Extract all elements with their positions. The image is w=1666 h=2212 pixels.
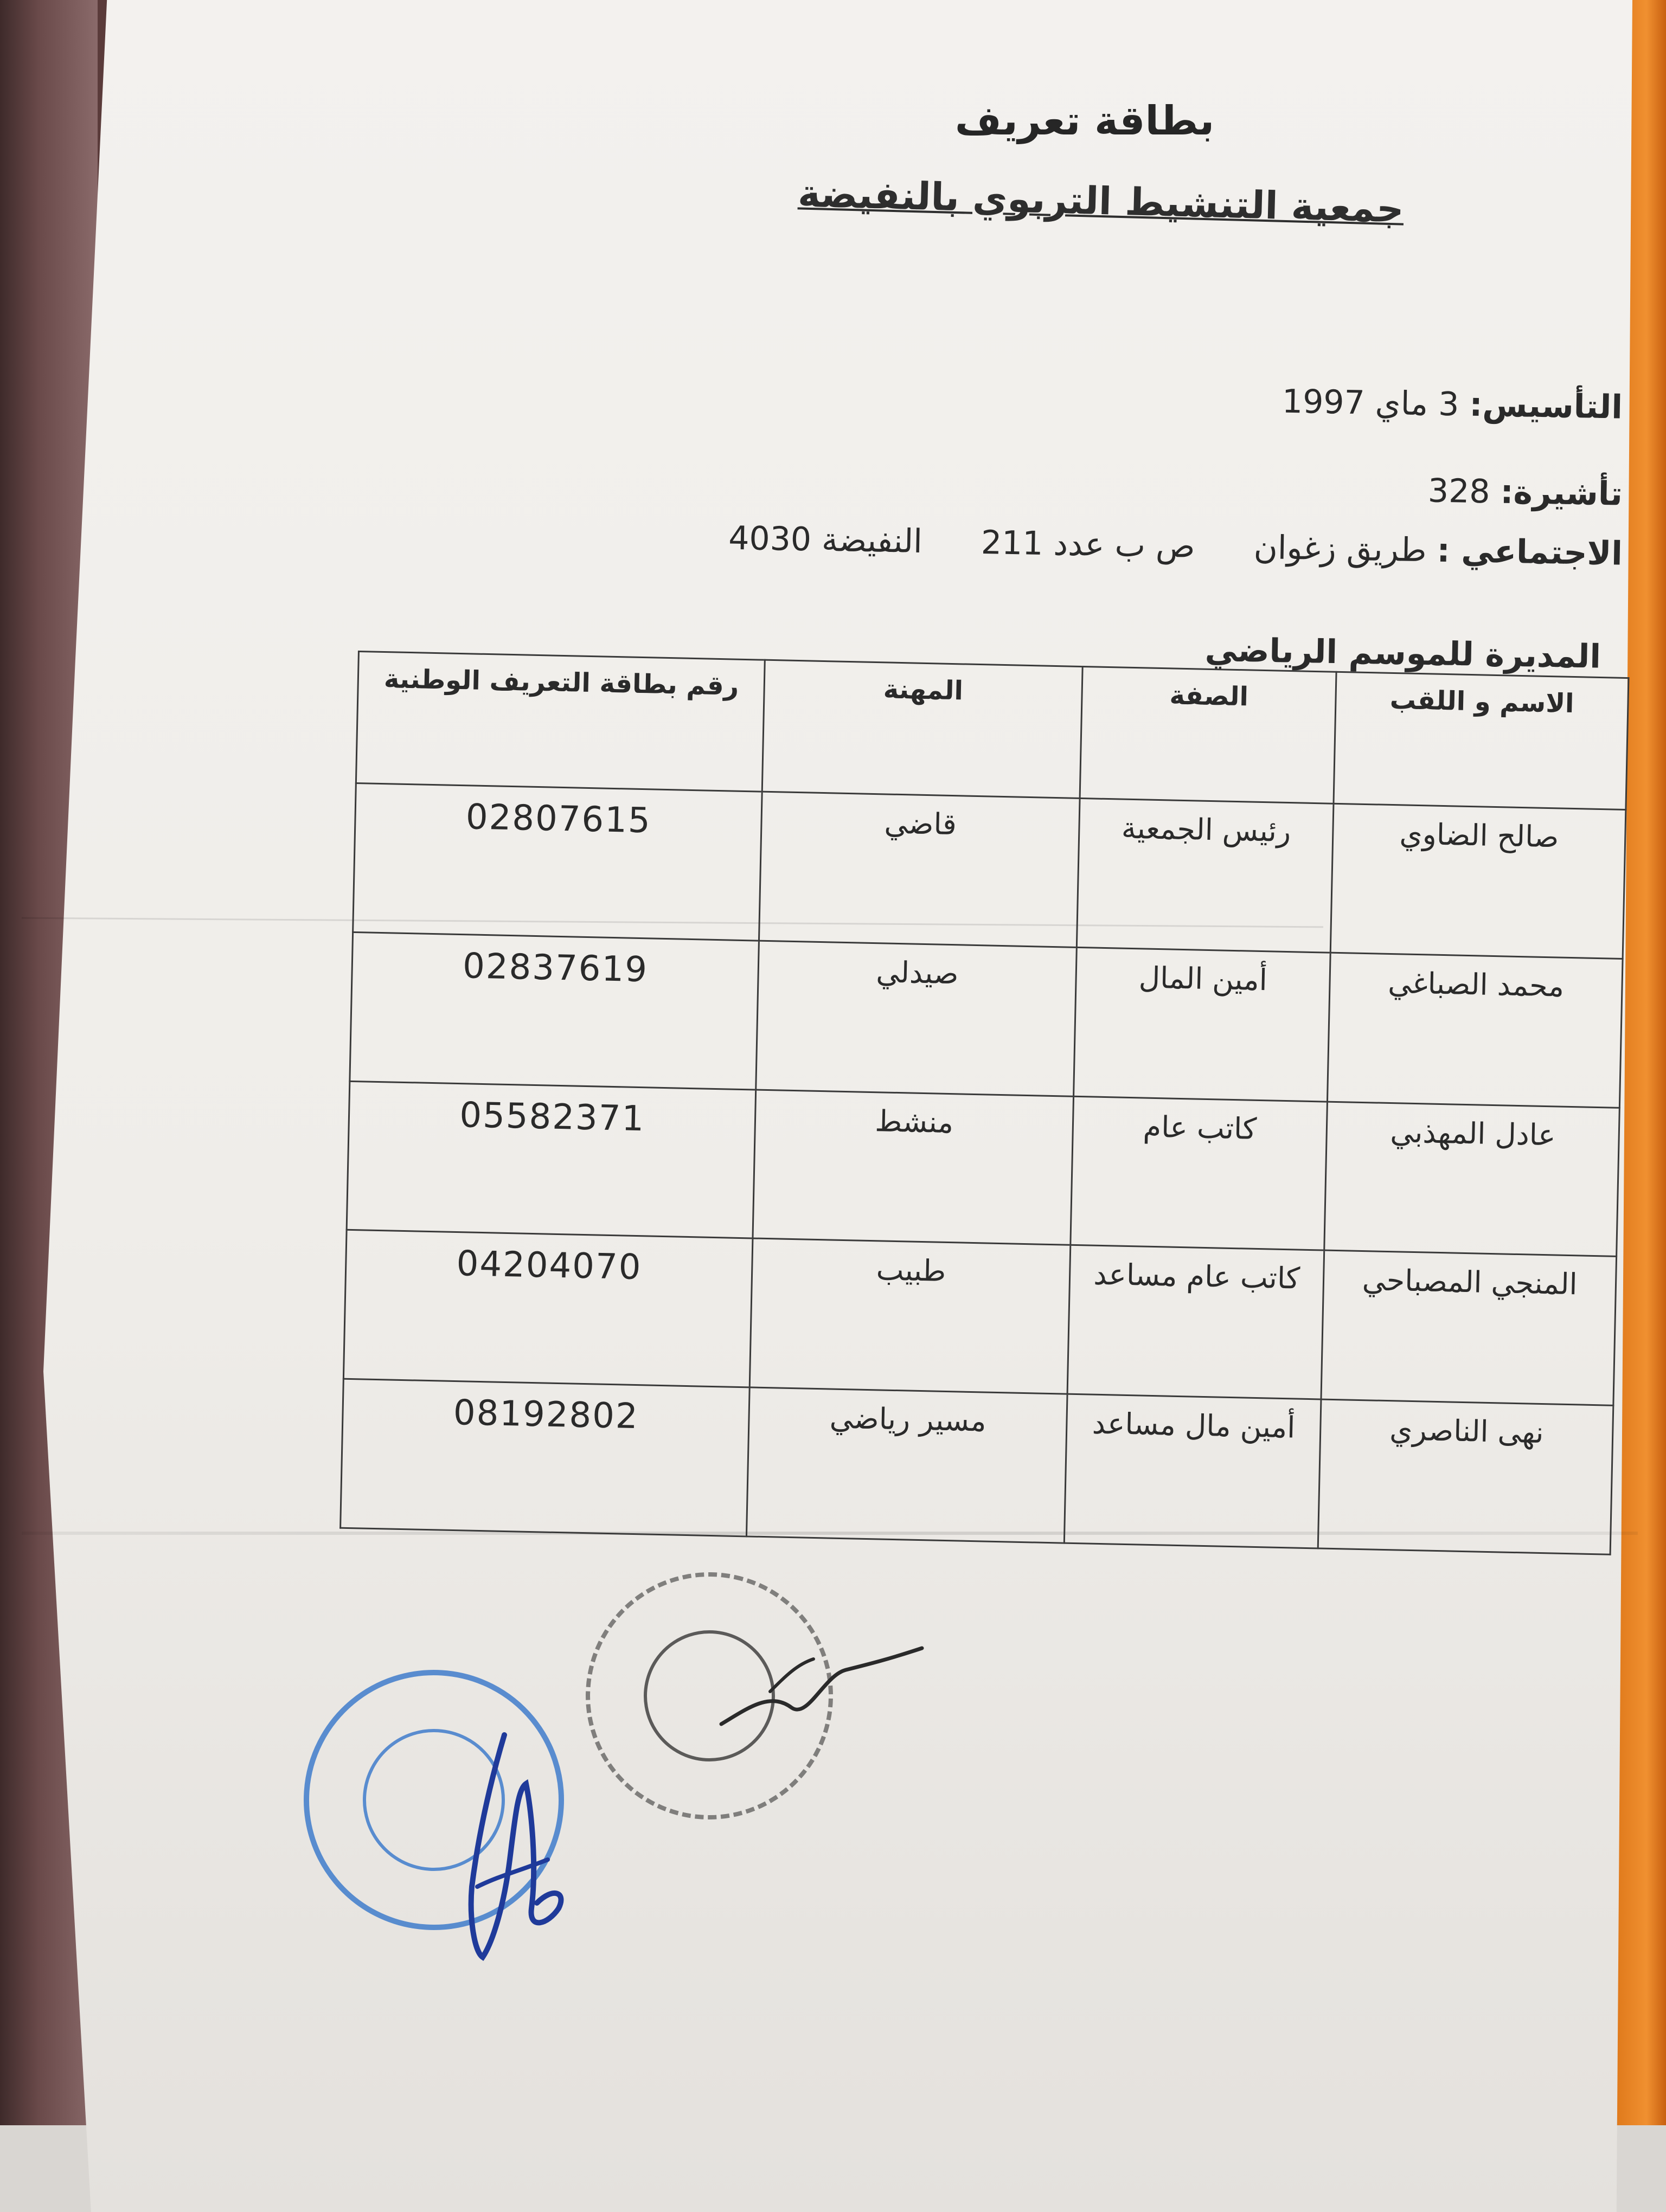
table-row: [353, 783, 1626, 959]
cell-job: قاضي: [759, 792, 1080, 947]
cell-id: 02837619: [350, 932, 759, 1089]
address-label: الاجتماعي :: [1436, 531, 1623, 573]
document-subtitle: جمعية التنشيط التربوي بالنفيضة: [797, 171, 1405, 232]
cell-id: 05582371: [347, 1081, 756, 1238]
blue-signature: [423, 1724, 586, 1968]
header-role: الصفة: [1080, 666, 1336, 803]
cell-job: مسير رياضي: [747, 1387, 1067, 1543]
document-title: بطاقة تعريف: [954, 98, 1215, 144]
cell-id: 04204070: [343, 1230, 753, 1387]
address-po-box: ص ب عدد 211: [981, 523, 1196, 565]
cell-role: رئيس الجمعية: [1077, 798, 1334, 953]
table-row: [347, 1081, 1619, 1257]
header-job: المهنة: [762, 660, 1082, 798]
cell-role: كاتب عام: [1071, 1096, 1328, 1251]
cell-name: صالح الضاوي: [1331, 803, 1626, 959]
address-city-code: النفيضة 4030: [728, 519, 923, 561]
cell-name: نهى الناصري: [1318, 1399, 1613, 1554]
cell-job: منشط: [753, 1090, 1073, 1245]
cell-role: أمين المال: [1074, 947, 1331, 1102]
header-id: رقم بطاقة التعريف الوطنية: [356, 652, 765, 792]
cell-role: أمين مال مساعد: [1064, 1394, 1321, 1548]
cell-id: 02807615: [353, 783, 762, 940]
header-name: الاسم و اللقب: [1334, 672, 1629, 809]
cell-name: المنجي المصباحي: [1321, 1250, 1616, 1405]
cell-role: كاتب عام مساعد: [1067, 1245, 1324, 1400]
founding-label: التأسيس:: [1469, 385, 1623, 427]
cell-job: صيدلي: [756, 941, 1077, 1096]
cell-job: طبيب: [750, 1238, 1071, 1394]
table-header-row: [356, 652, 1629, 810]
table-row: [341, 1379, 1613, 1554]
address-street: طريق زغوان: [1253, 528, 1427, 570]
committee-heading: المديرة للموسم الرياضي: [1204, 631, 1601, 676]
founding-value: 3 ماي 1997: [1281, 382, 1460, 424]
table-row: [350, 932, 1623, 1108]
black-signature: [705, 1626, 933, 1767]
members-table-wrapper: [339, 651, 1629, 1555]
visa-value: 328: [1427, 472, 1491, 511]
visa-label: تأشيرة:: [1500, 473, 1623, 513]
table-row: [343, 1230, 1616, 1406]
cell-name: محمد الصباغي: [1328, 953, 1623, 1108]
members-table: [339, 651, 1629, 1555]
cell-name: عادل المهذبي: [1324, 1102, 1619, 1257]
cell-id: 08192802: [341, 1379, 750, 1536]
